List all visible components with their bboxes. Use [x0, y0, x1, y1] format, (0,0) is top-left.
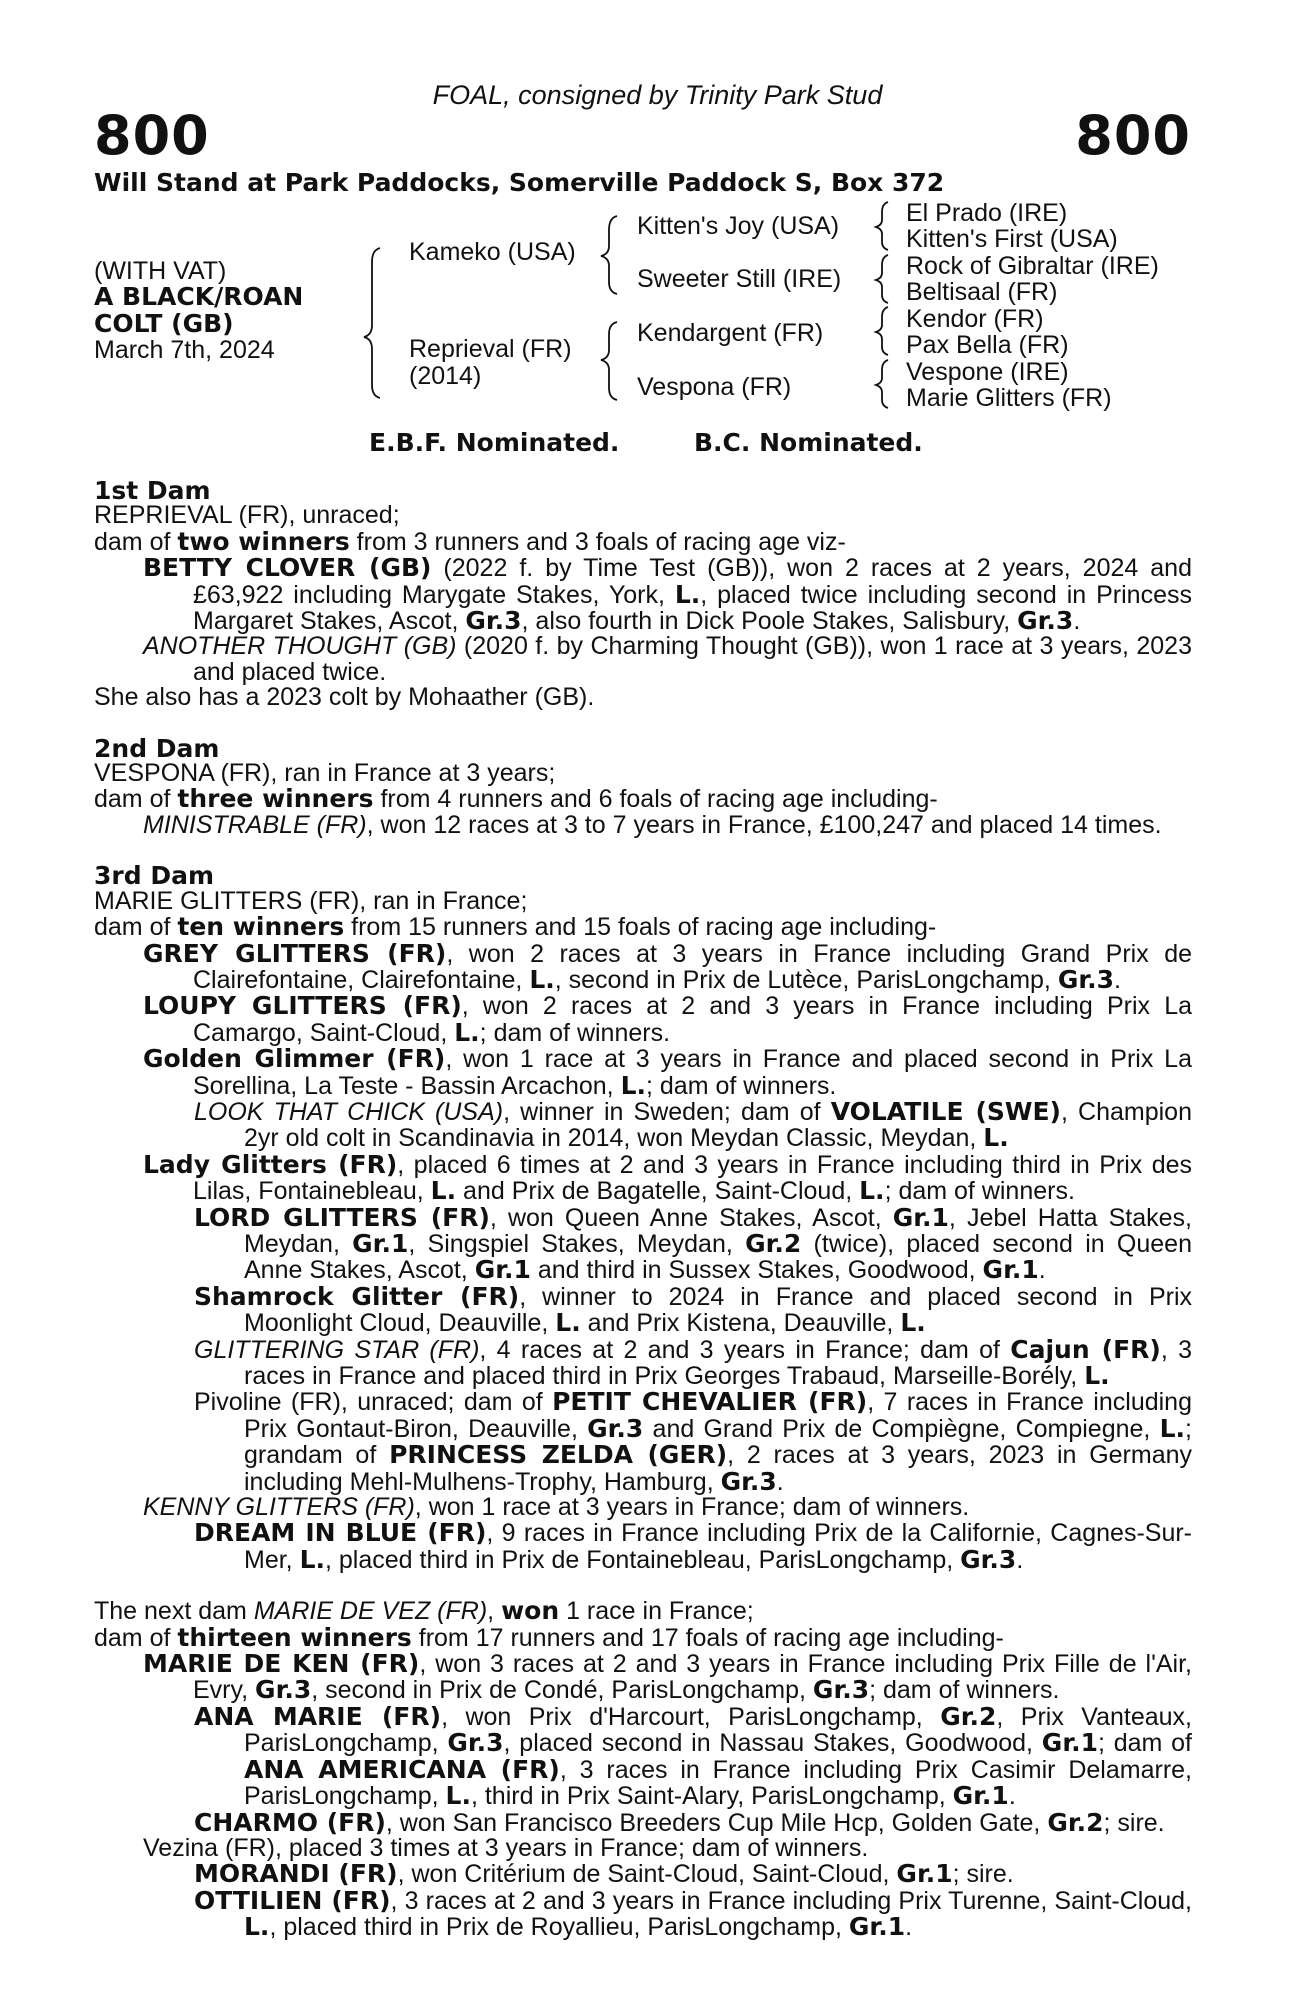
lot-number-right: 800	[1075, 104, 1191, 167]
progeny-lady-glitters: Lady Glitters (FR), placed 6 times at 2 and 3 years in France including third in Prix des Lilas, Fontainebleau, L. and Prix de Bagatelle, Saint-Cloud, L.; dam of winners.	[143, 1149, 1192, 1206]
brace-sd	[876, 255, 888, 303]
progeny-lord-glitters: LORD GLITTERS (FR), won Queen Anne Stakes, Ascot, Gr.1, Jebel Hatta Stakes, Meydan, Gr.1, Singspiel Stakes, Meydan, Gr.2 (twice), placed second in Queen Anne Stakes, Ascot, Gr.1 and third in Sussex Stakes, Goodwood, Gr.1.	[194, 1202, 1192, 1285]
vat-note: (WITH VAT)	[94, 257, 227, 285]
ped-sds: Rock of Gibraltar (IRE)	[906, 252, 1159, 280]
progeny-pivoline: Pivoline (FR), unraced; dam of PETIT CHEVALIER (FR), 7 races in France including Prix Gontaut-Biron, Deauville, Gr.3 and Grand Prix de Compiègne, Compiegne, L.; grandam of PRINCESS ZELDA (GER), 2 races at 3 years, 2023 in Germany including Mehl-Mulhens-Trophy, Hamburg, Gr.3.	[194, 1387, 1193, 1496]
brace-dd	[876, 360, 888, 408]
ped-sdd: Beltisaal (FR)	[906, 278, 1058, 306]
second-dam-name: VESPONA (FR), ran in France at 3 years;	[94, 759, 556, 788]
progeny-marie-de-ken: MARIE DE KEN (FR), won 3 races at 2 and 3 years in France including Prix Fille de l'Air, Evry, Gr.3, second in Prix de Condé, ParisLongchamp, Gr.3; dam of winners.	[143, 1649, 1192, 1705]
consignor-line: FOAL, consigned by Trinity Park Stud	[432, 80, 883, 110]
first-dam-heading: 1st Dam	[94, 476, 211, 505]
progeny-ottilien: OTTILIEN (FR), 3 races at 2 and 3 years in France including Prix Turenne, Saint-Cloud, L., placed third in Prix de Royallieu, ParisLongchamp, Gr.1.	[194, 1885, 1192, 1942]
subject-line-2: COLT (GB)	[94, 309, 234, 338]
date-of-birth: March 7th, 2024	[94, 336, 275, 364]
third-dam-name: MARIE GLITTERS (FR), ran in France;	[94, 886, 528, 915]
second-dam-summary: dam of three winners from 4 runners and 6 foals of racing age including-	[94, 784, 938, 814]
dam-dam: Vespona (FR)	[637, 373, 792, 401]
subject-line-1: A BLACK/ROAN	[94, 282, 304, 311]
stand-location: Will Stand at Park Paddocks, Somerville Paddock S, Box 372	[94, 168, 945, 197]
progeny-ministrable: MINISTRABLE (FR), won 12 races at 3 to 7 years in France, £100,247 and placed 14 times.	[143, 810, 1162, 839]
third-dam-heading: 3rd Dam	[94, 861, 214, 891]
ped-ssd: Kitten's First (USA)	[906, 225, 1118, 253]
pedigree-brackets	[0, 0, 1315, 420]
dam-year: (2014)	[409, 362, 482, 390]
ped-dss: Kendor (FR)	[906, 305, 1044, 333]
ped-dds: Vespone (IRE)	[906, 358, 1069, 386]
sire-sire: Kitten's Joy (USA)	[637, 212, 840, 240]
progeny-loupy-glitters: LOUPY GLITTERS (FR), won 2 races at 2 and 3 years in France including Prix La Camargo, Saint-Cloud, L.; dam of winners.	[143, 991, 1192, 1047]
progeny-morandi: MORANDI (FR), won Critérium de Saint-Cloud, Saint-Cloud, Gr.1; sire.	[194, 1859, 1014, 1889]
sire-dam: Sweeter Still (IRE)	[637, 265, 842, 293]
progeny-betty-clover: BETTY CLOVER (GB) (2022 f. by Time Test (GB)), won 2 races at 2 years, 2024 and £63,922 including Marygate Stakes, York, L., placed twice including second in Princess Margaret Stakes, Ascot, Gr.3, also fourth in Dick Poole Stakes, Salisbury, Gr.3.	[143, 553, 1192, 636]
brace-ds	[876, 307, 888, 355]
progeny-dream-in-blue: DREAM IN BLUE (FR), 9 races in France including Prix de la Californie, Cagnes-Sur-Mer, L., placed third in Prix de Fontainebleau, ParisLongchamp, Gr.3.	[194, 1518, 1193, 1574]
progeny-grey-glitters: GREY GLITTERS (FR), won 2 races at 3 years in France including Grand Prix de Clairefontaine, Clairefontaine, L., second in Prix de Lutèce, ParisLongchamp, Gr.3.	[143, 938, 1192, 994]
catalogue-body	[94, 478, 1192, 1941]
bc-nomination: B.C. Nominated.	[694, 428, 923, 457]
dam-sire: Kendargent (FR)	[637, 319, 824, 347]
progeny-ana-marie: ANA MARIE (FR), won Prix d'Harcourt, ParisLongchamp, Gr.2, Prix Vanteaux, ParisLongchamp, Gr.3, placed second in Nassau Stakes, Goodwood, Gr.1; dam of ANA AMERICANA (FR), 3 races in France including Prix Casimir Delamarre, ParisLongchamp, L., third in Prix Saint-Alary, ParisLongchamp, Gr.1.	[194, 1701, 1192, 1811]
first-dam-summary: dam of two winners from 3 runners and 3 foals of racing age viz-	[94, 526, 846, 556]
first-dam-also: She also has a 2023 colt by Mohaather (GB).	[94, 683, 595, 712]
progeny-another-thought: ANOTHER THOUGHT (GB) (2020 f. by Charming Thought (GB)), won 1 race at 3 years, 2023 and placed twice.	[143, 632, 1192, 686]
sire-name: Kameko (USA)	[409, 238, 576, 266]
dam-name: Reprieval (FR)	[409, 335, 572, 363]
ebf-nomination: E.B.F. Nominated.	[369, 428, 620, 457]
progeny-shamrock-glitter: Shamrock Glitter (FR), winner to 2024 in France and placed second in Prix Moonlight Cloud, Deauville, L. and Prix Kistena, Deauville, L.	[194, 1281, 1193, 1338]
lot-number-left: 800	[94, 104, 210, 167]
brace-dam	[601, 322, 617, 400]
progeny-glittering-star: GLITTERING STAR (FR), 4 races at 2 and 3 years in France; dam of Cajun (FR), 3 races in France and placed third in Prix Georges Trabaud, Marseille-Borély, L.	[194, 1334, 1193, 1390]
brace-sire	[601, 216, 617, 294]
ped-ddd: Marie Glitters (FR)	[906, 384, 1112, 412]
next-dam-summary: dam of thirteen winners from 17 runners and 17 foals of racing age including-	[94, 1622, 1004, 1652]
progeny-look-that-chick: LOOK THAT CHICK (USA), winner in Sweden; dam of VOLATILE (SWE), Champion 2yr old colt in Scandinavia in 2014, won Meydan Classic, Meydan, L.	[194, 1096, 1192, 1153]
progeny-vezina: Vezina (FR), placed 3 times at 3 years in France; dam of winners.	[143, 1833, 869, 1862]
ped-dsd: Pax Bella (FR)	[906, 331, 1069, 359]
second-dam-heading: 2nd Dam	[94, 733, 220, 763]
next-dam-line: The next dam MARIE DE VEZ (FR), won 1 race in France;	[94, 1596, 754, 1626]
progeny-kenny-glitters: KENNY GLITTERS (FR), won 1 race at 3 years in France; dam of winners.	[143, 1493, 970, 1522]
third-dam-summary: dam of ten winners from 15 runners and 15 foals of racing age including-	[94, 912, 937, 942]
brace-main	[364, 248, 380, 398]
progeny-golden-glimmer: Golden Glimmer (FR), won 1 race at 3 years in France and placed second in Prix La Sorellina, La Teste - Bassin Arcachon, L.; dam of winners.	[143, 1044, 1192, 1100]
ped-sss: El Prado (IRE)	[906, 199, 1068, 227]
progeny-charmo: CHARMO (FR), won San Francisco Breeders Cup Mile Hcp, Golden Gate, Gr.2; sire.	[194, 1807, 1165, 1837]
brace-ss	[876, 202, 888, 250]
first-dam-name: REPRIEVAL (FR), unraced;	[94, 501, 400, 530]
